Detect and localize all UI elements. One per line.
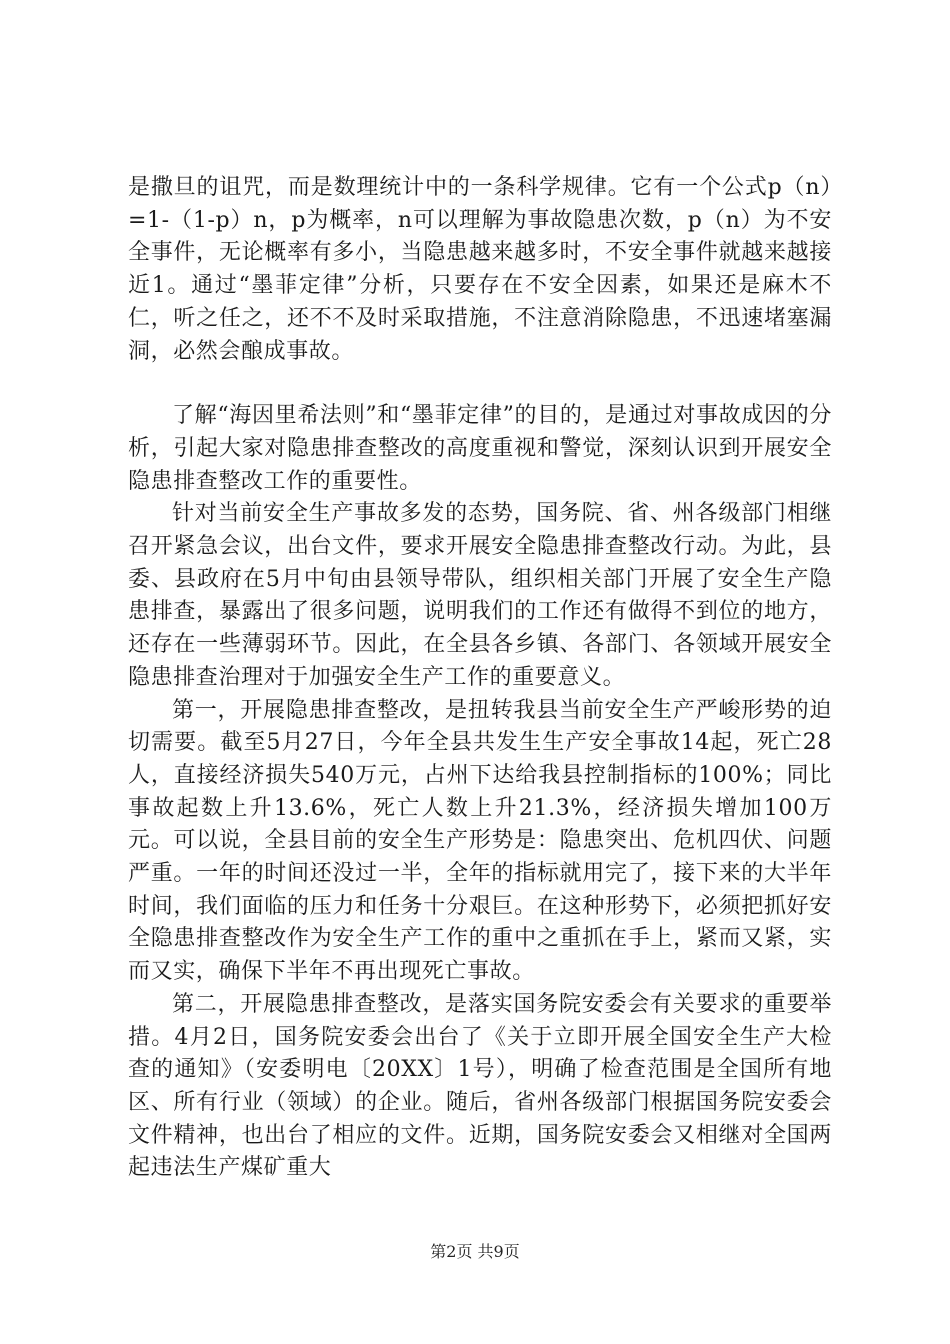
paragraph-point-one: 第一，开展隐患排查整改，是扭转我县当前安全生产严峻形势的迫切需要。截至5月27日，今年全县共发生生产安全事故14起，死亡28人，直接经济损失540万元，占州下达给我县控制指标的100%；同比事故起数上升13.6%，死亡人数上升21.3%，经济损失增加100万元。可以说，全县目前的安全生产形势是：隐患突出、危机四伏、问题严重。一年的时间还没过一半，全年的指标就用完了，接下来的大半年时间，我们面临的压力和任务十分艰巨。在这种形势下，必须把抓好安全隐患排查整改作为安全生产工作的重中之重抓在手上，紧而又紧，实而又实，确保下半年不再出现死亡事故。 [128, 697, 832, 985]
document-body [128, 172, 832, 1185]
paragraph-gap [128, 368, 832, 400]
paragraph-situation: 针对当前安全生产事故多发的态势，国务院、省、州各级部门相继召开紧急会议，出台文件，要求开展安全隐患排查整改行动。为此，县委、县政府在5月中旬由县领导带队，组织相关部门开展了安全生产隐患排查，暴露出了很多问题，说明我们的工作还有做得不到位的地方，还存在一些薄弱环节。因此，在全县各乡镇、各部门、各领域开展安全隐患排查治理对于加强安全生产工作的重要意义。 [128, 501, 832, 690]
page-number-footer: 第2页 共9页 [430, 1242, 520, 1261]
paragraph-purpose: 了解“海因里希法则”和“墨菲定律”的目的，是通过对事故成因的分析，引起大家对隐患排查整改的高度重视和警觉，深刻认识到开展安全隐患排查整改工作的重要性。 [128, 403, 832, 494]
paragraph-continuation: 是撒旦的诅咒，而是数理统计中的一条科学规律。它有一个公式p（n）=1-（1-p）n，p为概率，n可以理解为事故隐患次数，p（n）为不安全事件，无论概率有多小，当隐患越来越多时，不安全事件就越来越接近1。通过“墨菲定律”分析，只要存在不安全因素，如果还是麻木不仁，听之任之，还不不及时采取措施，不注意消除隐患，不迅速堵塞漏洞，必然会酿成事故。 [128, 175, 832, 364]
paragraph-point-two: 第二，开展隐患排查整改，是落实国务院安委会有关要求的重要举措。4月2日，国务院安委会出台了《关于立即开展全国安全生产大检查的通知》（安委明电〔20XX〕1号），明确了检查范围是全国所有地区、所有行业（领域）的企业。随后，省州各级部门根据国务院安委会文件精神，也出台了相应的文件。近期，国务院安委会又相继对全国两起违法生产煤矿重大 [128, 991, 832, 1181]
